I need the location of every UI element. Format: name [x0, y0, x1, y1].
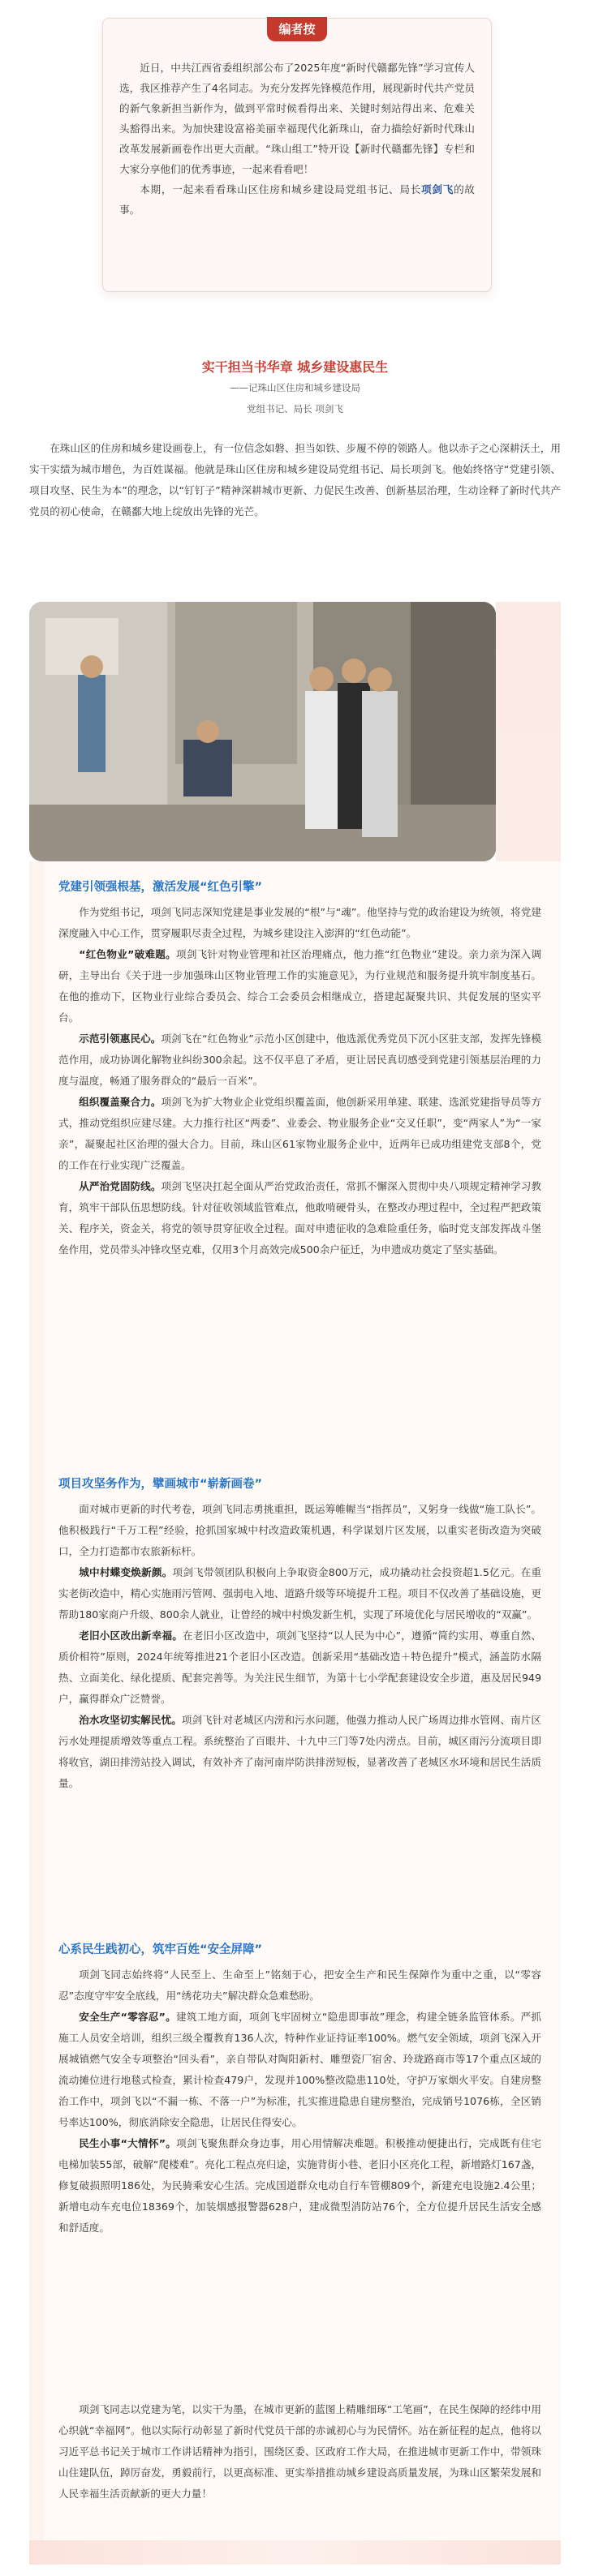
article-photo — [29, 602, 496, 861]
article-subtitle: ——记珠山区住房和城乡建设局 — [230, 382, 360, 393]
section-paragraph — [58, 1562, 541, 1625]
section-paragraph — [58, 1028, 541, 1092]
section-heading-party-building: 党建引领强根基，激活发展“红色引擎” — [58, 881, 263, 894]
paragraph-lead: 老旧小区改出新幸福。 — [79, 1629, 183, 1642]
paragraph-text: 项剑飞同志始终将“人民至上、生命至上”铭刻于心，把安全生产和民生保障作为重中之重，以“零容忍”态度守牢安全底线，用“绣花功夫”解决群众急难愁盼。 — [58, 1968, 541, 2002]
paragraph-text: 建筑工地方面，项剑飞牢固树立“隐患即事故”理念，构建全链条监管体系。严抓施工人员安全培训，组织三级全覆教育136人次，特种作业证持证率100%。燃气安全领域，项剑飞深入开展城镇燃气安全专项整治“回头看”，亲自带队对陶阳新村、雕塑瓷厂宿舍、玲珑路商市等17个重点区域的流动摊位进行地毯式检查，累计检查479户，发现并100%整改隐患110处，守护万家烟火平安。自建房整治工作中，项剑飞以“不漏一栋、不落一户”为标准，扎实推进隐患自建房整治，完成销号1076栋，全区销号率达100%，彻底消除安全隐患，让居民住得安心。 — [58, 2011, 541, 2128]
section-paragraph — [58, 1710, 541, 1794]
intro-text: 在珠山区的住房和城乡建设画卷上，有一位信念如磐、担当如铁、步履不停的领路人。他以赤子之心深耕沃土，用实干实绩为城市增色，为百姓谋福。他就是珠山区住房和城乡建设局党组书记、局长项剑飞。他始终恪守“党建引领、项目攻坚、民生为本”的理念，以“钉钉子”精神深耕城市更新、力促民生改善、创新基层治理，生动诠释了新时代共产党员的初心使命，在赣鄱大地上绽放出先锋的光芒。 — [29, 442, 561, 517]
section-paragraph — [58, 1176, 541, 1260]
article-title: 实干担当书华章 城乡建设惠民生 — [201, 359, 389, 375]
paragraph-text: 项剑飞为扩大物业企业党组织覆盖面，他创新采用单建、联建、选派党建指导员等方式，推动党组织应建尽建。大力推行社区“两委”、业委会、物业服务企业“交叉任职”，变“两家人”为“一家亲”，凝聚起社区治理的强大合力。目前，珠山区61家物业服务企业中，近两年已成功组建党支部8个，党的工作在行业实现广泛覆盖。 — [58, 1096, 541, 1171]
paragraph-text: 项剑飞在“红色物业”示范小区创建中，他选派优秀党员下沉小区驻支部，发挥先锋模范作用，成功协调化解物业纠纷300余起。这不仅平息了矛盾，更让居民真切感受到党建引领基层治理的力度与温度，畅通了服务群众的“最后一百米”。 — [58, 1033, 541, 1087]
paragraph-text: 作为党组书记，项剑飞同志深知党建是事业发展的“根”与“魂”。他坚持与党的政治建设为统领，将党建深度融入中心工作，贯穿履职尽责全过程，为城乡建设注入澎湃的“红色动能”。 — [58, 906, 541, 939]
photo-illustration — [29, 602, 496, 861]
section-paragraph — [58, 1499, 541, 1562]
decorative-frame-left — [29, 861, 44, 2540]
section-body-project — [58, 1499, 541, 1794]
section-body-party-building — [58, 902, 541, 1260]
person-name-highlight: 项剑飞 — [421, 183, 454, 195]
editor-note-text: 的故事。 — [119, 183, 476, 216]
intro-paragraph — [29, 438, 561, 522]
editor-note-paragraph — [119, 179, 475, 220]
paragraph-lead: 安全生产“零容忍”。 — [79, 2011, 176, 2023]
editor-note-paragraph: 近日，中共江西省委组织部公布了2025年度“新时代赣鄱先锋”学习宣传人选，我区推荐产生了4名同志。为充分发挥先锋模范作用，展现新时代共产党员的新气象新担当新作为，做到平常时候看得出来、关键时刻站得出来、危难关头豁得出来。为加快建设富裕美丽幸福现代化新珠山，奋力描绘好新时代珠山改革发展新画卷作出更大贡献。“珠山组工”特开设【新时代赣鄱先锋】专栏和大家分享他们的优秀事迹，一起来看看吧！ — [119, 62, 475, 175]
decorative-bottom-bar — [29, 2540, 561, 2565]
paragraph-lead: 城中村蝶变焕新颜。 — [79, 1566, 173, 1578]
editor-note-body — [119, 58, 475, 220]
closing-paragraph — [58, 2399, 541, 2505]
section-paragraph — [58, 1092, 541, 1176]
section-paragraph — [58, 902, 541, 944]
paragraph-lead: 从严治党固防线。 — [79, 1180, 161, 1192]
paragraph-text: 面对城市更新的时代考卷，项剑飞同志勇挑重担，既运筹帷幄当“指挥员”，又躬身一线做“施工队长”。他积极践行“千万工程”经验，抢抓国家城中村改造政策机遇，科学谋划片区发展，以重实老街改造为突破口，全力打造都市农旅新标杆。 — [58, 1503, 541, 1557]
paragraph-text: 在老旧小区改造中，项剑飞坚持“以人民为中心”，遵循“简约实用、尊重自然、质价相符”原则，2024年统筹推进21个老旧小区改造。创新采用“基础改造＋特色提升”模式，涵盖防水隔热、立面美化、绿化提质、配套完善等。为关注民生细节，为第十七小学配套建设安全步道，惠及居民949户，赢得群众广泛赞誉。 — [58, 1629, 541, 1705]
section-paragraph — [58, 2399, 541, 2505]
paragraph-text: 项剑飞针对物业管理和社区治理痛点，他力推“红色物业”建设。亲力亲为深入调研，主导出台《关于进一步加强珠山区物业管理工作的实施意见》，为行业规范和服务提升筑牢制度基石。在他的推动下，区物业行业综合委员会、综合工会委员会相继成立，搭建起凝聚共识、共促发展的坚实平台。 — [58, 948, 541, 1024]
article-subtitle-name: 党组书记、局长 项剑飞 — [247, 403, 343, 414]
section-paragraph — [58, 2133, 541, 2239]
editor-note-text: 本期，一起来看看珠山区住房和城乡建设局党组书记、局长 — [140, 183, 422, 195]
paragraph-lead: 民生小事“大情怀”。 — [79, 2137, 177, 2149]
section-paragraph — [58, 944, 541, 1028]
section-paragraph — [58, 1625, 541, 1710]
paragraph-text: 项剑飞同志以党建为笔，以实干为墨，在城市更新的蓝图上精雕细琢“工笔画”，在民生保障的经纬中用心织就“幸福网”。他以实际行动彰显了新时代党员干部的赤诚初心与为民情怀。站在新征程的起点，他将以习近平总书记关于城市工作讲话精神为指引，围绕区委、区政府工作大局，在推进城市更新工作中，带领珠山住建队伍，踔厉奋发，勇毅前行，以更高标准、更实举措推动城乡建设高质量发展，为珠山区繁荣发展和人民幸福生活贡献新的更大力量！ — [58, 2403, 541, 2500]
paragraph-lead: 治水攻坚切实解民忧。 — [79, 1714, 182, 1726]
section-paragraph — [58, 2007, 541, 2133]
paragraph-lead: 组织覆盖聚合力。 — [79, 1096, 161, 1108]
section-body-livelihood — [58, 1964, 541, 2239]
paragraph-lead: 示范引领惠民心。 — [79, 1033, 161, 1045]
editor-note-card — [102, 18, 492, 292]
paragraph-text: 项剑飞坚决扛起全面从严治党政治责任，常抓不懈深入贯彻中央八项规定精神学习教育，筑牢干部队伍思想防线。针对征收领域监管难点，他敢啃硬骨头，在整改办理过程中，全过程严把政策关、程序关，资金关，将党的领导贯穿征收全过程。面对申遗征收的急难险重任务，临时党支部发挥战斗堡垒作用，党员带头冲锋攻坚克难，仅用3个月高效完成500余户征迁，为申遗成功奠定了坚实基础。 — [58, 1180, 541, 1256]
section-paragraph — [58, 1964, 541, 2007]
paragraph-text: 项剑飞针对老城区内涝和污水问题，他强力推动人民广场周边排水管网、南片区污水处理提质增效等重点工程。系统整治了百眼井、十九中三门等7处内涝点。目前，城区雨污分流项目即将收官，湖田排涝站投入调试，有效补齐了南河南岸防洪排涝短板，显著改善了老城区水环境和居民生活质量。 — [58, 1714, 541, 1789]
paragraph-text: 项剑飞带领团队积极向上争取资金800万元，成功撬动社会投资超1.5亿元。在重实老街改造中，精心实施雨污管网、强弱电入地、道路升级等环境提升工程。项目不仅改善了基础设施，更帮助180家商户升级、800余人就业，让曾经的城中村焕发新生机，实现了环境优化与居民增收的“双赢”。 — [58, 1566, 541, 1621]
section-heading-project: 项目攻坚务作为，擘画城市“崭新画卷” — [58, 1478, 263, 1491]
section-heading-livelihood: 心系民生践初心，筑牢百姓“安全屏障” — [58, 1943, 263, 1956]
paragraph-lead: “红色物业”破难题。 — [79, 948, 176, 960]
paragraph-text: 项剑飞聚焦群众身边事，用心用情解决难题。积极推动便捷出行，完成既有住宅电梯加装55部，破解“爬楼难”。亮化工程点亮归途，实施背街小巷、老旧小区亮化工程，新增路灯167盏，修复破损照明186处，为民骑乘安心生活。完成国道群众电动自行车管棚809个，新建充电设施2.4公里；新增电动车充电位18369个，加装烟感报警器628户，建成微型消防站76个，全方位提升居民生活安全感和舒适度。 — [58, 2137, 541, 2234]
editor-note-tag: 编者按 — [267, 17, 327, 41]
